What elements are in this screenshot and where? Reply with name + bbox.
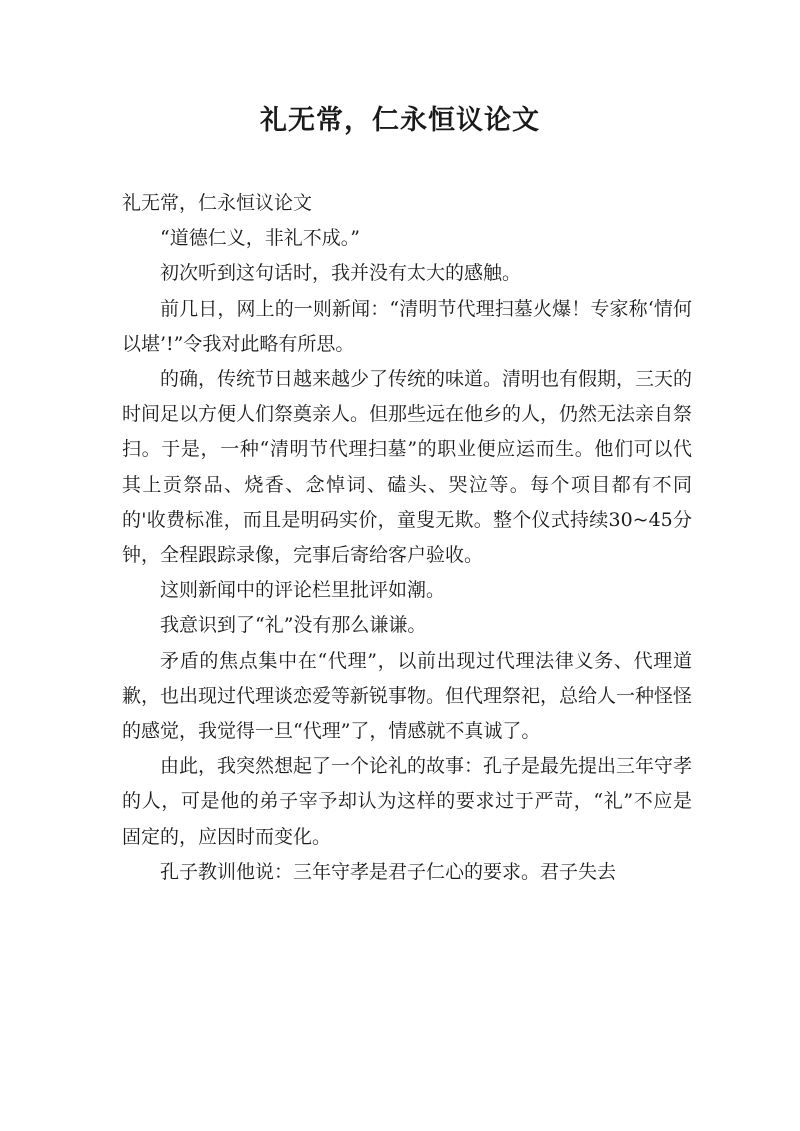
paragraph-quote: “道德仁义，非礼不成。” [160, 227, 360, 250]
paragraph: 矛盾的焦点集中在“代理”，以前出现过代理法律义务、代理道歉，也出现过代理谈恋爱等新锐事物。但代理祭祀，总给人一种怪怪的感觉，我觉得一旦“代理”了，情感就不真诚了。 [122, 649, 693, 743]
document-title: 礼无常，仁永恒议论文 [260, 105, 540, 136]
paragraph-heading: 礼无常，仁永恒议论文 [122, 192, 313, 214]
paragraph: 的确，传统节日越来越少了传统的味道。清明也有假期，三天的时间足以方便人们祭奠亲人。但那些远在他乡的人，仍然无法亲自祭扫。于是，一种“清明节代理扫墓”的职业便应运而生。他们可以代其上贡祭品、烧香、念悼词、磕头、哭泣等。每个项目都有不同的'收费标准，而且是明码实价，童叟无欺。整个仪式持续30~45分钟，全程跟踪录像，完事后寄给客户验收。 [122, 368, 693, 567]
paragraph: 我意识到了“礼”没有那么谦谦。 [160, 614, 427, 637]
paragraph: 孔子教训他说：三年守孝是君子仁心的要求。君子失去 [160, 860, 617, 883]
paragraph: 由此，我突然想起了一个论礼的故事：孔子是最先提出三年守孝的人，可是他的弟子宰予却认为这样的要求过于严苛，“礼”不应是固定的，应因时而变化。 [122, 755, 693, 848]
paragraph: 这则新闻中的评论栏里批评如潮。 [160, 579, 446, 602]
document-body [122, 186, 692, 890]
paragraph: 前几日，网上的一则新闻：“清明节代理扫墓火爆！专家称‘情何以堪’!”令我对此略有所思。 [122, 297, 692, 355]
paragraph: 初次听到这句话时，我并没有太大的感触。 [160, 262, 522, 285]
